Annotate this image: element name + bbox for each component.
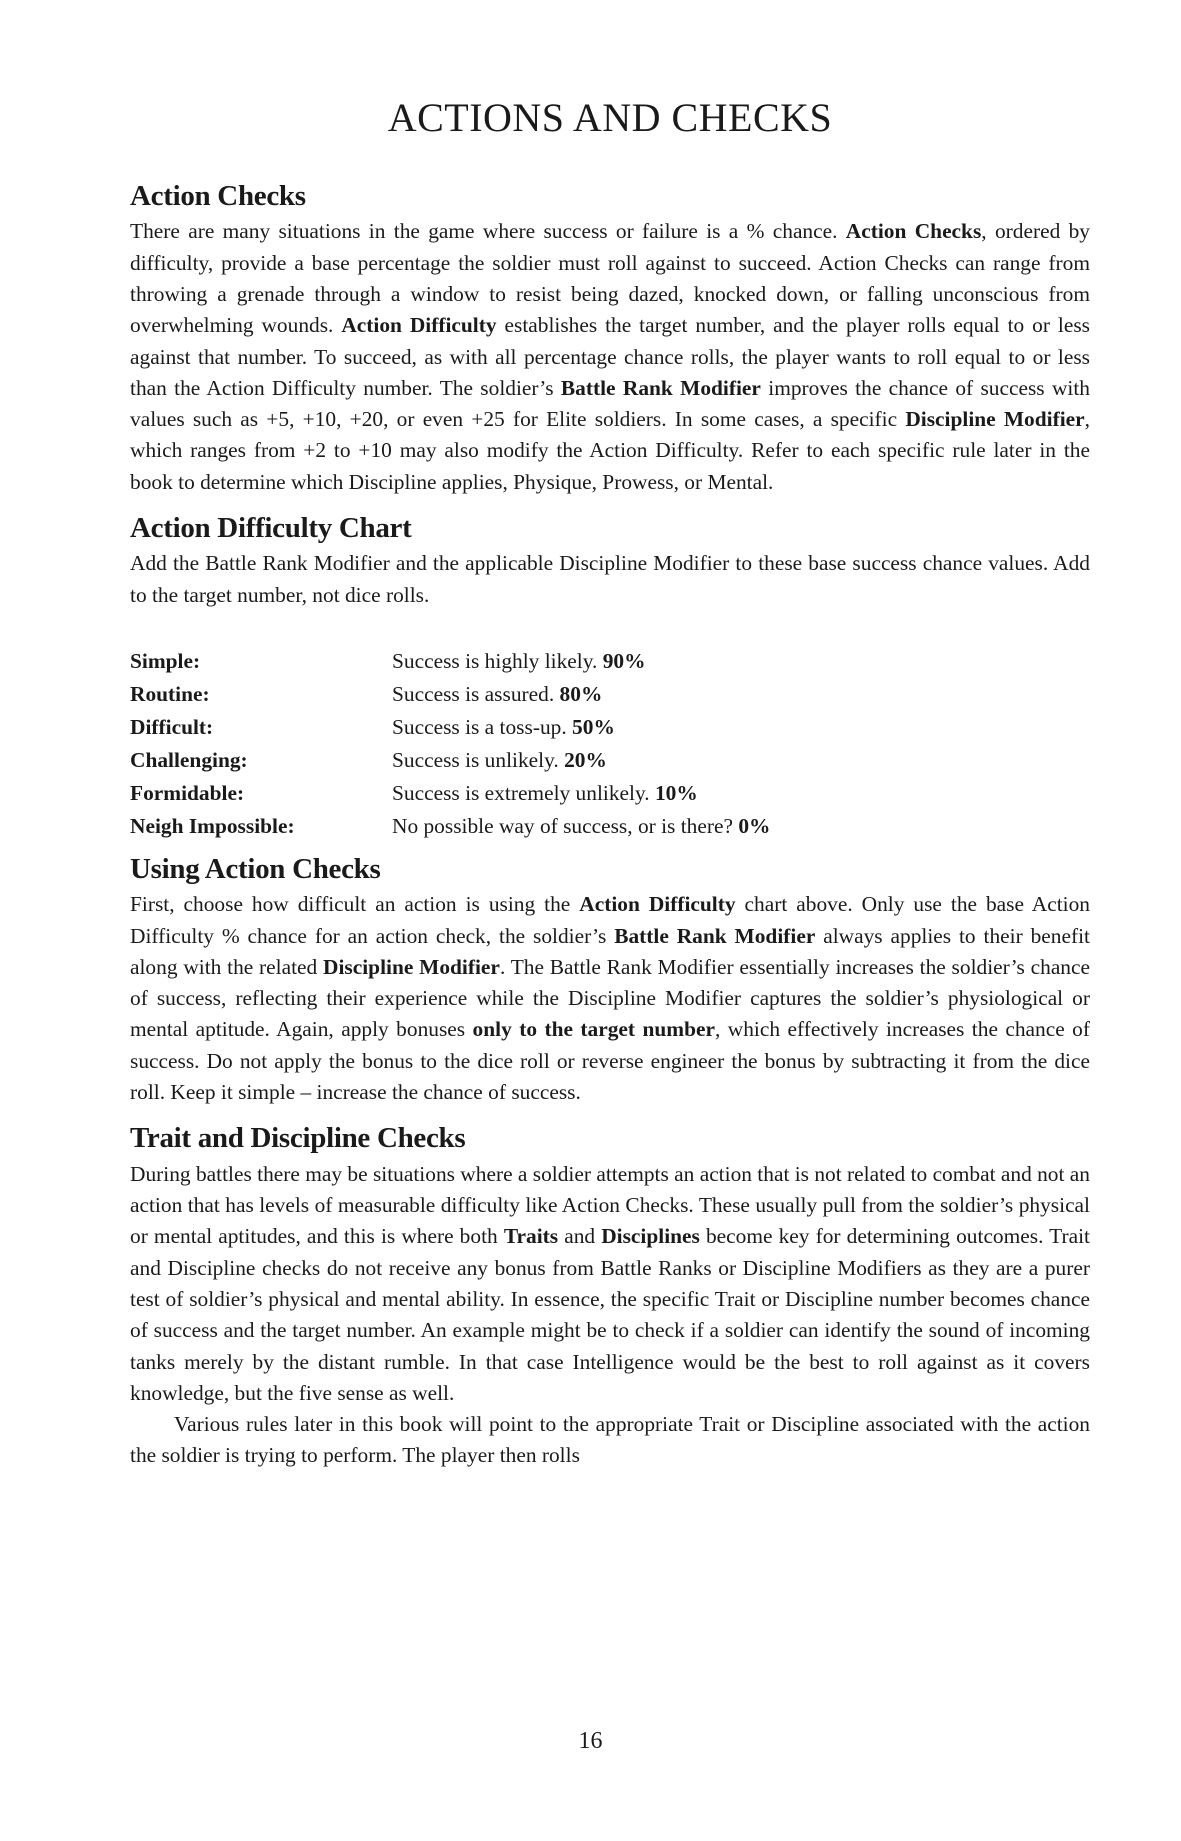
chart-level: Difficult: — [130, 714, 214, 739]
chart-description: Success is a toss-up. 50% — [392, 714, 615, 739]
chart-description: Success is assured. 80% — [392, 681, 603, 706]
chart-row-formidable — [130, 777, 1090, 810]
paragraph-trait-checks-continued: Various rules later in this book will point to the appropriate Trait or Discipline associated with the action the soldier is trying to perform. The player then rolls — [130, 1412, 1090, 1468]
chart-description: Success is highly likely. 90% — [392, 648, 646, 673]
section-heading-trait-discipline-checks: Trait and Discipline Checks — [130, 1122, 466, 1155]
document-page — [130, 96, 1090, 1472]
bold-term: Battle Rank Modifier — [614, 923, 816, 948]
difficulty-chart-table — [130, 645, 1090, 843]
chart-percent: 50% — [572, 714, 615, 739]
chart-description: Success is unlikely. 20% — [392, 747, 607, 772]
chart-level: Routine: — [130, 681, 210, 706]
chart-level: Formidable: — [130, 780, 245, 805]
bold-term: Traits — [503, 1224, 559, 1249]
bold-term: Action Checks — [845, 219, 982, 244]
section-trait-discipline-checks — [130, 1122, 1090, 1471]
chart-row-simple — [130, 645, 1090, 678]
chart-description: Success is extremely unlikely. 10% — [392, 780, 698, 805]
chart-level: Simple: — [130, 648, 201, 673]
bold-term: Action Difficulty — [341, 313, 497, 338]
section-using-action-checks — [130, 853, 1090, 1108]
chart-level: Challenging: — [130, 747, 248, 772]
bold-term: Discipline Modifier — [323, 954, 500, 979]
bold-term: Disciplines — [601, 1224, 700, 1249]
section-heading-using-action-checks: Using Action Checks — [130, 852, 381, 885]
section-heading-action-checks: Action Checks — [130, 180, 306, 212]
paragraph-using-action-checks: First, choose how difficult an action is using the Action Difficulty chart above. Only use the base Action Difficulty % chance for an action check, the soldier’s Battle Rank Modifier always applies to their benefit along with the related Discipline Modifier. The Battle Rank Modifier essentially increases the soldier’s chance of success, reflecting their experience while the Discipline Modifier captures the soldier’s physiological or mental aptitude. Again, apply bonuses only to the target number, which effectively increases the chance of success. Do not apply the bonus to the dice roll or reverse engineer the bonus by subtracting it from the dice roll. Keep it simple – increase the chance of success. — [130, 892, 1090, 1105]
section-heading-difficulty-chart: Action Difficulty Chart — [130, 512, 412, 545]
bold-term: Action Difficulty — [579, 892, 736, 917]
chart-row-routine — [130, 678, 1090, 711]
section-difficulty-chart — [130, 512, 1090, 843]
bold-term: Battle Rank Modifier — [560, 375, 761, 400]
page-number: 16 — [578, 1728, 603, 1754]
paragraph-trait-checks: During battles there may be situations where a soldier attempts an action that is not related to combat and not an action that has levels of measurable difficulty like Action Checks. These usually pull from the soldier’s physical or mental aptitudes, and this is where both Traits and Disciplines become key for determining outcomes. Trait and Discipline checks do not receive any bonus from Battle Ranks or Discipline Modifiers as they are a purer test of soldier’s physical and mental ability. In essence, the specific Trait or Discipline number becomes chance of success and the target number. An example might be to check if a soldier can identify the sound of incoming tanks merely by the distant rumble. In that case Intelligence would be the best to roll against as it covers knowledge, but the five sense as well. — [130, 1161, 1090, 1405]
bold-term: Discipline Modifier — [905, 407, 1085, 432]
bold-term: only to the target number — [472, 1017, 715, 1042]
chart-percent: 80% — [559, 681, 603, 706]
chart-description: No possible way of success, or is there? 0% — [392, 813, 771, 838]
page-title: ACTIONS AND CHECKS — [387, 95, 833, 140]
chart-percent: 0% — [738, 813, 771, 838]
paragraph-chart-intro: Add the Battle Rank Modifier and the applicable Discipline Modifier to these base success chance values. Add to the target number, not dice rolls. — [130, 551, 1090, 607]
chart-percent: 90% — [602, 648, 646, 673]
paragraph-action-checks: There are many situations in the game where success or failure is a % chance. Action Checks, ordered by difficulty, provide a base percentage the soldier must roll against to succeed. Action Checks can range from throwing a grenade through a window to resist being dazed, knocked down, or falling unconscious from overwhelming wounds. Action Difficulty establishes the target number, and the player rolls equal to or less against that number. To succeed, as with all percentage chance rolls, the player wants to roll equal to or less than the Action Difficulty number. The soldier’s Battle Rank Modifier improves the chance of success with values such as +5, +10, +20, or even +25 for Elite soldiers. In some cases, a specific Discipline Modifier, which ranges from +2 to +10 may also modify the Action Difficulty. Refer to each specific rule later in the book to determine which Discipline applies, Physique, Prowess, or Mental. — [130, 219, 1091, 494]
chart-row-challenging — [130, 744, 1090, 777]
section-action-checks — [130, 180, 1090, 498]
chart-level: Neigh Impossible: — [130, 813, 295, 838]
chart-row-difficult — [130, 711, 1090, 744]
chart-percent: 20% — [564, 747, 607, 772]
chart-row-neigh-impossible — [130, 810, 1090, 843]
chart-percent: 10% — [654, 780, 698, 805]
